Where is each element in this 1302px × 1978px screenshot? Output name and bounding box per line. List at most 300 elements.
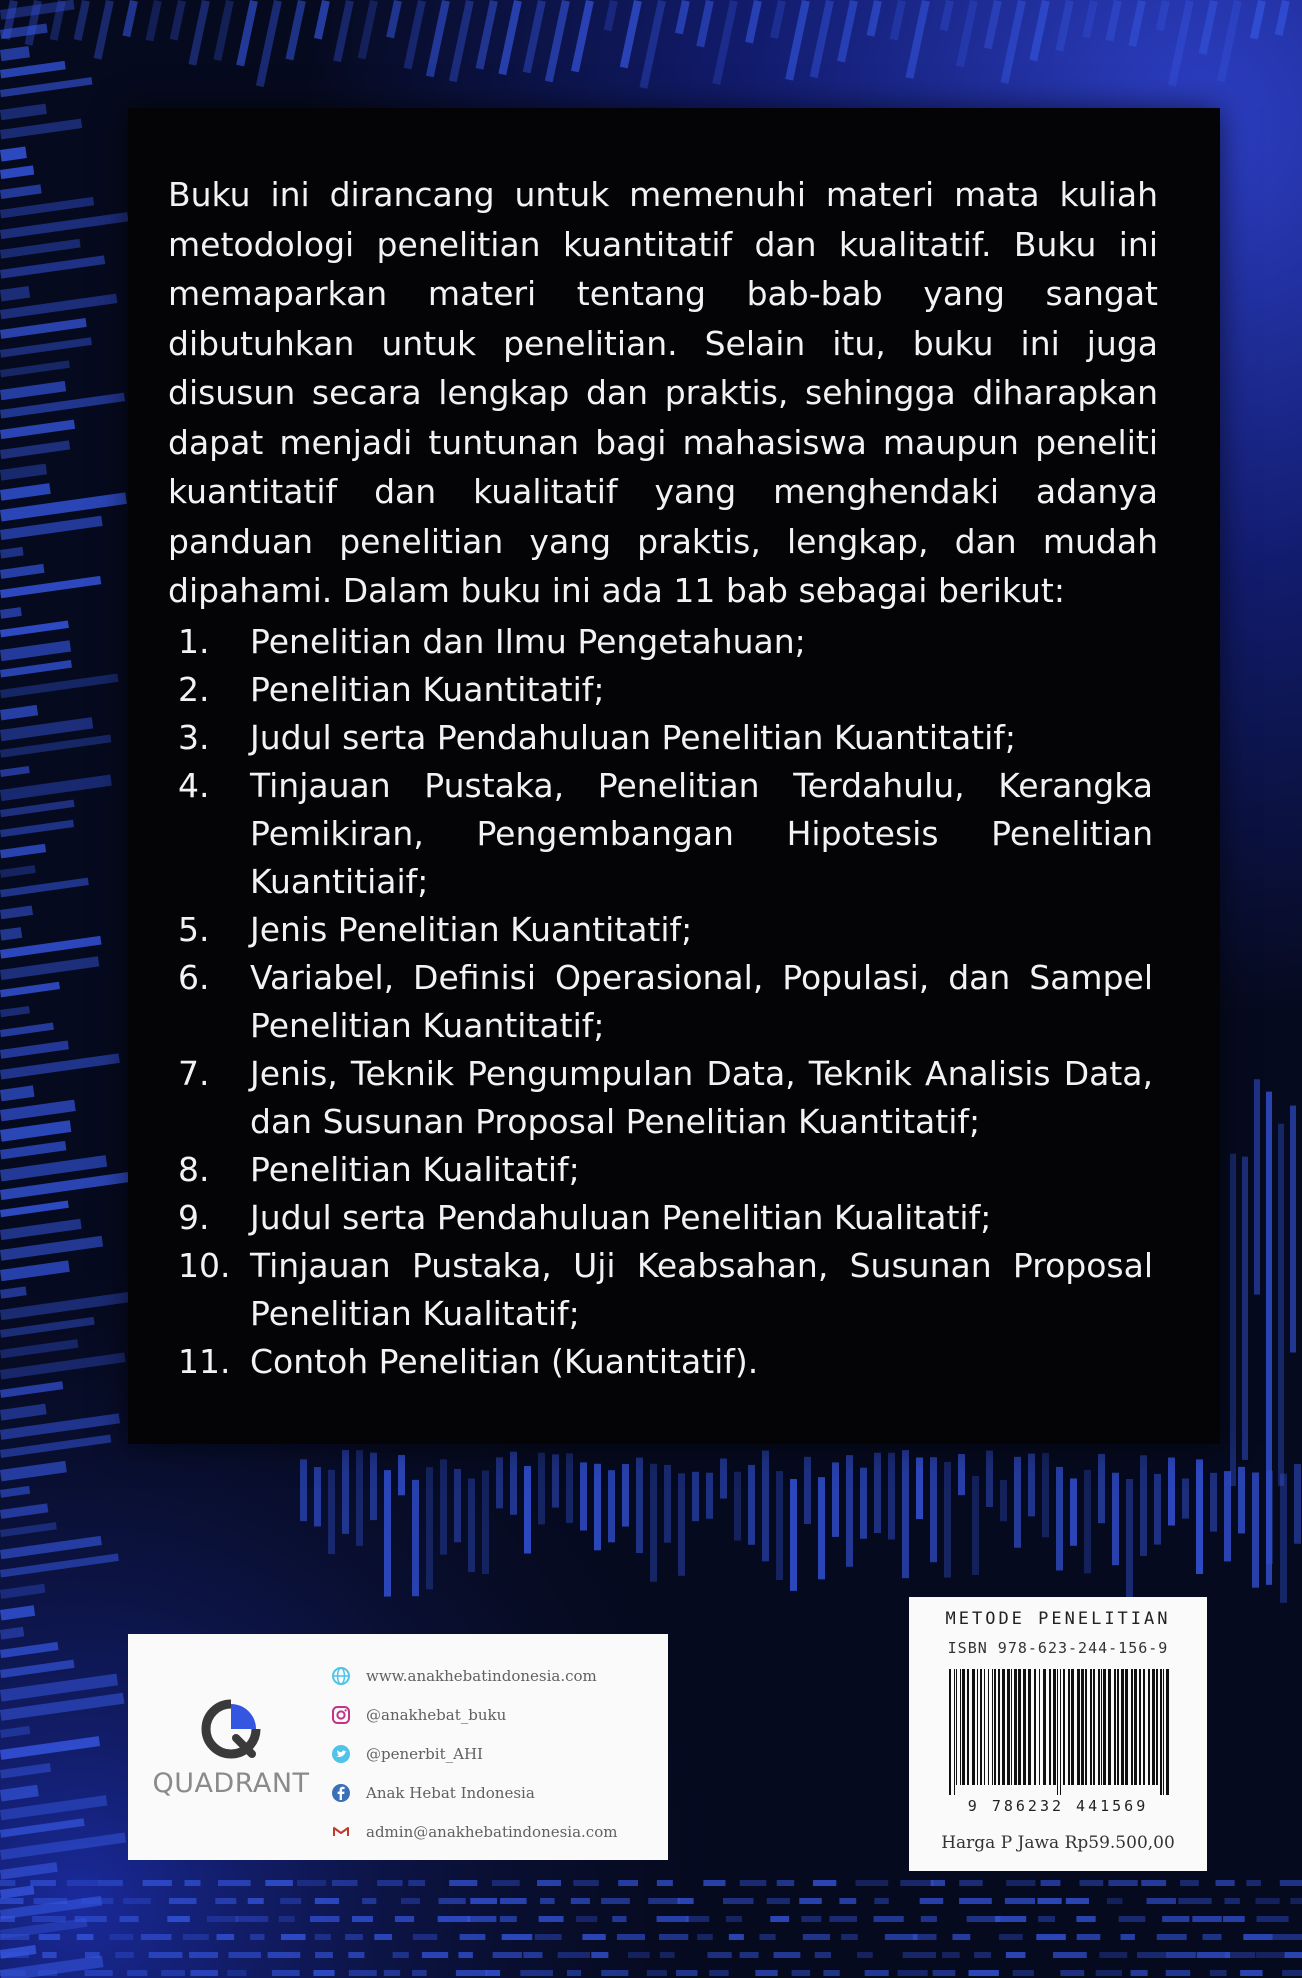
background-stripe bbox=[601, 1898, 630, 1904]
background-stripe bbox=[236, 1916, 269, 1922]
background-stripe bbox=[1252, 1473, 1259, 1588]
background-stripe bbox=[167, 1916, 190, 1922]
background-stripe bbox=[374, 1934, 392, 1940]
background-stripe bbox=[1290, 1898, 1302, 1904]
background-stripe bbox=[370, 1453, 377, 1520]
barcode-bar bbox=[1034, 1669, 1036, 1785]
background-stripe bbox=[310, 1916, 339, 1922]
background-stripe bbox=[900, 1880, 933, 1886]
contact-twitter[interactable] bbox=[330, 1734, 617, 1773]
background-stripe bbox=[1006, 1880, 1035, 1886]
barcode-bar bbox=[1085, 1669, 1087, 1785]
background-stripe bbox=[818, 1477, 825, 1579]
background-stripe bbox=[1242, 1157, 1248, 1460]
barcode-bar bbox=[1148, 1669, 1150, 1785]
barcode-bar bbox=[949, 1669, 951, 1795]
background-stripe bbox=[352, 1916, 373, 1922]
background-stripe bbox=[813, 1880, 836, 1886]
barcode-bar bbox=[988, 1669, 989, 1785]
background-stripe bbox=[500, 1898, 527, 1904]
background-stripe bbox=[377, 1880, 402, 1886]
background-stripe bbox=[1273, 1934, 1302, 1940]
background-stripe bbox=[933, 1970, 956, 1976]
background-stripe bbox=[510, 1452, 517, 1515]
background-stripe bbox=[898, 1970, 928, 1976]
barcode-bar bbox=[1063, 1669, 1065, 1785]
background-stripe bbox=[1137, 1952, 1167, 1958]
background-stripe bbox=[143, 1880, 172, 1886]
background-stripe bbox=[1005, 1898, 1035, 1904]
background-stripe bbox=[502, 1934, 533, 1940]
background-stripe bbox=[190, 1970, 217, 1976]
background-stripe bbox=[412, 1970, 427, 1976]
background-stripe bbox=[524, 1466, 531, 1554]
chapter-number: 7. bbox=[178, 1054, 210, 1093]
book-description: Buku ini dirancang untuk memenuhi materi mata kuliah metodologi penelitian kuantitatif dan kualitatif. Buku ini memaparkan materi tentang bab-bab yang sangat dibutuhkan untuk penelitian. Selain itu, buku ini juga disusun secara lengkap dan praktis, sehingga diharapkan dapat menjadi tuntunan bagi mahasiswa maupun peneliti kuantitatif dan kualitatif yang menghendaki adanya panduan penelitian yang praktis, lengkap, dan mudah dipahami. Dalam buku ini ada 11 bab sebagai berikut: bbox=[168, 175, 1158, 610]
background-stripe bbox=[776, 1471, 783, 1580]
background-stripe bbox=[535, 1934, 562, 1940]
background-stripe bbox=[280, 1898, 301, 1904]
background-stripe bbox=[657, 1880, 673, 1886]
background-stripe bbox=[903, 1952, 936, 1958]
background-stripe bbox=[801, 1916, 821, 1922]
background-stripe bbox=[678, 1898, 694, 1904]
chapter-list bbox=[178, 618, 1153, 1386]
background-stripe bbox=[1000, 1480, 1007, 1521]
background-stripe bbox=[149, 1952, 183, 1958]
publisher-logo bbox=[146, 1698, 316, 1799]
background-stripe bbox=[832, 1462, 839, 1537]
barcode-bar bbox=[1007, 1669, 1010, 1785]
background-stripe bbox=[571, 1898, 590, 1904]
background-stripe bbox=[313, 1970, 334, 1976]
barcode-bar bbox=[1060, 1669, 1061, 1795]
globe-icon bbox=[330, 1665, 352, 1687]
background-stripe bbox=[594, 1464, 601, 1550]
barcode-bar bbox=[1160, 1669, 1162, 1795]
background-stripe bbox=[709, 1970, 728, 1976]
barcode-bar bbox=[1053, 1669, 1056, 1785]
background-stripe bbox=[1076, 1916, 1095, 1922]
background-stripe bbox=[1112, 1473, 1119, 1565]
barcode-bar bbox=[1098, 1669, 1100, 1785]
barcode-bar bbox=[954, 1669, 955, 1795]
background-stripe bbox=[1280, 1474, 1287, 1603]
background-stripe bbox=[189, 1952, 218, 1958]
facebook-icon bbox=[330, 1782, 352, 1804]
background-stripe bbox=[720, 1459, 727, 1499]
background-stripe bbox=[123, 1898, 150, 1904]
barcode-bar bbox=[1081, 1669, 1084, 1785]
background-stripe bbox=[692, 1472, 699, 1521]
background-stripe bbox=[774, 1952, 801, 1958]
background-stripe bbox=[974, 1952, 991, 1958]
chapter-number: 9. bbox=[178, 1198, 210, 1237]
background-stripe bbox=[99, 1880, 123, 1886]
chapter-title: Contoh Penelitian (Kuantitatif). bbox=[250, 1342, 759, 1381]
background-stripe bbox=[395, 1916, 414, 1922]
background-stripe bbox=[1056, 1467, 1063, 1571]
chapter-title: Tinjauan Pustaka, Penelitian Terdahulu, Kerangka Pemikiran, Pengembangan Hipotesis Penelitian Kuantitiaif; bbox=[250, 766, 1153, 901]
background-stripe bbox=[440, 1459, 447, 1554]
background-stripe bbox=[115, 1952, 133, 1958]
background-stripe bbox=[823, 1970, 839, 1976]
background-stripe bbox=[628, 1952, 650, 1958]
background-stripe bbox=[537, 1880, 561, 1886]
background-stripe bbox=[393, 1952, 409, 1958]
background-stripe bbox=[398, 1455, 405, 1495]
background-stripe bbox=[1099, 1952, 1127, 1958]
background-stripe bbox=[401, 1898, 420, 1904]
chapter-number: 1. bbox=[178, 622, 210, 661]
background-stripe bbox=[799, 1898, 822, 1904]
background-stripe bbox=[1238, 1467, 1245, 1534]
background-stripe bbox=[207, 1916, 238, 1922]
chapter-number: 4. bbox=[178, 766, 210, 805]
background-stripe bbox=[1224, 1898, 1239, 1904]
background-stripe bbox=[81, 1898, 113, 1904]
instagram-icon bbox=[330, 1704, 352, 1726]
background-stripe bbox=[1182, 1478, 1189, 1518]
barcode-bar bbox=[1043, 1669, 1046, 1785]
background-stripe bbox=[648, 1898, 680, 1904]
chapter-item bbox=[178, 714, 1153, 762]
background-stripe bbox=[1038, 1898, 1062, 1904]
background-stripe bbox=[33, 1898, 67, 1904]
barcode-bar bbox=[1028, 1669, 1031, 1785]
contact-facebook[interactable] bbox=[330, 1773, 617, 1812]
chapter-item bbox=[178, 1338, 1153, 1386]
background-stripe bbox=[0, 1934, 29, 1940]
background-stripe bbox=[888, 1453, 895, 1540]
background-stripe bbox=[1014, 1457, 1021, 1548]
background-stripe bbox=[1131, 1970, 1148, 1976]
background-stripe bbox=[706, 1473, 713, 1519]
background-stripe bbox=[218, 1880, 251, 1886]
background-stripe bbox=[576, 1916, 597, 1922]
background-stripe bbox=[580, 1462, 587, 1530]
background-stripe bbox=[458, 1952, 472, 1958]
background-stripe bbox=[384, 1970, 400, 1976]
background-stripe bbox=[1256, 1898, 1280, 1904]
background-stripe bbox=[678, 1473, 685, 1575]
background-stripe bbox=[1178, 1898, 1211, 1904]
background-stripe bbox=[161, 1970, 185, 1976]
background-stripe bbox=[767, 1898, 790, 1904]
barcode-bar bbox=[1023, 1669, 1026, 1785]
background-stripe bbox=[930, 1457, 937, 1562]
background-stripe bbox=[567, 1970, 581, 1976]
chapter-title: Judul serta Pendahuluan Penelitian Kuantitatif; bbox=[250, 718, 1017, 757]
background-stripe bbox=[1140, 1455, 1147, 1556]
background-stripe bbox=[228, 1952, 261, 1958]
background-stripe bbox=[902, 1450, 909, 1578]
background-stripe bbox=[1028, 1454, 1035, 1517]
background-stripe bbox=[454, 1469, 461, 1542]
background-stripe bbox=[676, 1970, 697, 1976]
background-stripe bbox=[110, 1934, 134, 1940]
chapter-title: Penelitian Kuantitatif; bbox=[250, 670, 605, 709]
chapter-item bbox=[178, 618, 1153, 666]
chapter-item bbox=[178, 1146, 1153, 1194]
background-stripe bbox=[740, 1880, 766, 1886]
background-stripe bbox=[30, 1880, 56, 1886]
background-stripe bbox=[1278, 1124, 1284, 1486]
background-stripe bbox=[921, 1916, 937, 1922]
background-stripe bbox=[0, 1880, 15, 1886]
barcode-bar bbox=[1039, 1669, 1040, 1785]
background-stripe bbox=[217, 1934, 235, 1940]
background-stripe bbox=[1256, 1916, 1288, 1922]
chapter-number: 6. bbox=[178, 958, 210, 997]
background-stripe bbox=[617, 1934, 645, 1940]
contact-text: @penerbit_AHI bbox=[366, 1744, 483, 1763]
twitter-icon bbox=[330, 1743, 352, 1765]
background-stripe bbox=[1266, 1471, 1273, 1565]
barcode-bar bbox=[1125, 1669, 1128, 1785]
background-stripe bbox=[384, 1470, 391, 1596]
chapter-title: Jenis Penelitian Kuantitatif; bbox=[250, 910, 693, 949]
background-stripe bbox=[999, 1934, 1023, 1940]
background-stripe bbox=[540, 1898, 555, 1904]
background-stripe bbox=[601, 1970, 628, 1976]
barcode-bar bbox=[1131, 1669, 1133, 1785]
chapter-title: Jenis, Teknik Pengumpulan Data, Teknik Analisis Data, dan Susunan Proposal Penelitian Kuantitatif; bbox=[250, 1054, 1153, 1141]
background-stripe bbox=[1192, 1916, 1221, 1922]
background-stripe bbox=[1216, 1880, 1235, 1886]
background-stripe bbox=[995, 1916, 1026, 1922]
background-stripe bbox=[348, 1952, 364, 1958]
barcode-bar bbox=[972, 1669, 975, 1785]
barcode-bar bbox=[1134, 1669, 1137, 1785]
chapter-title: Variabel, Definisi Operasional, Populasi, dan Sampel Penelitian Kuantitatif; bbox=[250, 958, 1153, 1045]
background-stripe bbox=[332, 1880, 358, 1886]
barcode-bar bbox=[984, 1669, 985, 1785]
background-stripe bbox=[345, 1934, 363, 1940]
background-stripe bbox=[408, 1880, 425, 1886]
background-stripe bbox=[790, 1479, 797, 1591]
chapter-item bbox=[178, 954, 1153, 1050]
background-stripe bbox=[959, 1880, 982, 1886]
isbn-barcode-label bbox=[909, 1597, 1207, 1871]
background-stripe bbox=[426, 1467, 433, 1589]
background-stripe bbox=[77, 1934, 94, 1940]
background-stripe bbox=[829, 1916, 857, 1922]
background-stripe bbox=[865, 1970, 889, 1976]
background-stripe bbox=[952, 1934, 970, 1940]
background-stripe bbox=[1119, 1916, 1146, 1922]
barcode-bar bbox=[1002, 1669, 1005, 1785]
barcode-bar bbox=[1090, 1669, 1092, 1785]
background-stripe bbox=[1108, 1880, 1137, 1886]
background-stripe bbox=[1079, 1880, 1103, 1886]
background-stripe bbox=[1084, 1470, 1091, 1573]
background-stripe bbox=[265, 1880, 293, 1886]
background-stripe bbox=[874, 1898, 888, 1904]
barcode-bar bbox=[980, 1669, 982, 1785]
barcode-bar bbox=[1093, 1669, 1095, 1785]
background-stripe bbox=[362, 1898, 376, 1904]
background-stripe bbox=[972, 1476, 979, 1575]
background-stripe bbox=[250, 1934, 264, 1940]
barcode-bar bbox=[967, 1669, 969, 1785]
background-stripe bbox=[1042, 1453, 1049, 1538]
background-stripe bbox=[759, 1934, 775, 1940]
barcode-bar bbox=[977, 1669, 978, 1785]
background-stripe bbox=[612, 1916, 626, 1922]
background-stripe bbox=[1230, 1154, 1236, 1486]
chapter-number: 8. bbox=[178, 1150, 210, 1189]
background-stripe bbox=[959, 1898, 992, 1904]
background-stripe bbox=[636, 1458, 643, 1553]
background-stripe bbox=[874, 1916, 904, 1922]
chapter-item bbox=[178, 1050, 1153, 1146]
publisher-name: QUADRANT bbox=[152, 1768, 310, 1799]
contact-text: Anak Hebat Indonesia bbox=[366, 1783, 535, 1802]
background-stripe bbox=[1224, 1471, 1231, 1561]
background-stripe bbox=[723, 1898, 753, 1904]
background-stripe bbox=[803, 1934, 830, 1940]
background-stripe bbox=[660, 1952, 675, 1958]
contact-text: www.anakhebatindonesia.com bbox=[366, 1666, 597, 1685]
chapter-item bbox=[178, 762, 1153, 906]
background-stripe bbox=[566, 1453, 573, 1523]
chapter-item bbox=[178, 1194, 1153, 1242]
background-stripe bbox=[492, 1880, 520, 1886]
background-stripe bbox=[885, 1934, 918, 1940]
background-stripe bbox=[1096, 1970, 1122, 1976]
background-stripe bbox=[608, 1470, 615, 1542]
background-stripe bbox=[127, 1970, 147, 1976]
contact-email[interactable] bbox=[330, 1812, 617, 1851]
background-stripe bbox=[0, 1952, 29, 1958]
background-stripe bbox=[0, 1916, 15, 1922]
background-stripe bbox=[1162, 1916, 1189, 1922]
background-stripe bbox=[496, 1457, 503, 1508]
background-stripe bbox=[342, 1450, 349, 1534]
background-stripe bbox=[85, 1970, 113, 1976]
background-stripe bbox=[538, 1453, 545, 1525]
background-stripe bbox=[1210, 1473, 1217, 1532]
background-stripe bbox=[958, 1454, 965, 1495]
quadrant-logo-icon bbox=[200, 1698, 262, 1760]
background-stripe bbox=[297, 1880, 326, 1886]
background-stripe bbox=[1285, 1952, 1302, 1958]
background-stripe bbox=[314, 1467, 321, 1526]
background-stripe bbox=[647, 1970, 667, 1976]
background-stripe bbox=[413, 1934, 437, 1940]
chapter-title: Penelitian Kualitatif; bbox=[250, 1150, 580, 1189]
background-stripe bbox=[931, 1880, 945, 1886]
background-stripe bbox=[841, 1934, 858, 1940]
background-stripe bbox=[0, 1970, 26, 1976]
barcode-bar bbox=[1011, 1669, 1012, 1785]
background-stripe bbox=[349, 1970, 377, 1976]
background-stripe bbox=[664, 1465, 671, 1543]
background-stripe bbox=[1282, 1970, 1302, 1976]
barcode-bar bbox=[1143, 1669, 1145, 1785]
background-stripe bbox=[183, 1934, 209, 1940]
chapter-number: 10. bbox=[178, 1246, 231, 1285]
barcode-bar bbox=[994, 1669, 996, 1785]
contact-list bbox=[330, 1656, 617, 1851]
background-stripe bbox=[523, 1952, 542, 1958]
contact-instagram[interactable] bbox=[330, 1695, 617, 1734]
background-stripe bbox=[315, 1934, 331, 1940]
background-stripe bbox=[1147, 1898, 1176, 1904]
background-stripe bbox=[1225, 1952, 1256, 1958]
background-stripe bbox=[916, 1457, 923, 1519]
chapter-number: 3. bbox=[178, 718, 210, 757]
background-stripe bbox=[986, 1451, 993, 1507]
background-stripe bbox=[39, 1934, 60, 1940]
background-stripe bbox=[268, 1952, 301, 1958]
background-stripe bbox=[622, 1464, 629, 1527]
background-stripe bbox=[1166, 1952, 1195, 1958]
background-stripe bbox=[657, 1916, 689, 1922]
barcode-bar bbox=[998, 1669, 1000, 1785]
background-stripe bbox=[456, 1970, 487, 1976]
background-stripe bbox=[1060, 1970, 1084, 1976]
background-stripe bbox=[248, 1898, 264, 1904]
background-stripe bbox=[815, 1952, 831, 1958]
background-stripe bbox=[1006, 1952, 1026, 1958]
background-stripe bbox=[729, 1934, 744, 1940]
background-stripe bbox=[42, 1952, 56, 1958]
background-stripe bbox=[1121, 1934, 1135, 1940]
barcode-bar bbox=[992, 1669, 993, 1785]
background-stripe bbox=[184, 1880, 200, 1886]
background-stripe bbox=[1077, 1934, 1101, 1940]
background-stripe bbox=[920, 1898, 944, 1904]
background-stripe bbox=[1290, 1106, 1296, 1353]
background-stripe bbox=[32, 1916, 66, 1922]
background-stripe bbox=[493, 1952, 522, 1958]
background-stripe bbox=[422, 1952, 448, 1958]
background-stripe bbox=[1036, 1934, 1065, 1940]
chapter-item bbox=[178, 666, 1153, 714]
background-stripe bbox=[300, 1459, 307, 1521]
contact-website[interactable] bbox=[330, 1656, 617, 1695]
barcode-bar bbox=[1014, 1669, 1017, 1785]
background-stripe bbox=[315, 1898, 339, 1904]
background-stripe bbox=[1280, 1880, 1302, 1886]
background-stripe bbox=[227, 1970, 246, 1976]
background-stripe bbox=[500, 1916, 517, 1922]
background-stripe bbox=[439, 1898, 466, 1904]
background-stripe bbox=[1066, 1898, 1089, 1904]
barcode-digits: 9 786232 441569 bbox=[967, 1797, 1149, 1815]
background-stripe bbox=[1243, 1934, 1273, 1940]
background-stripe bbox=[1196, 1459, 1203, 1574]
background-stripe bbox=[356, 1450, 363, 1546]
barcode-bars bbox=[947, 1669, 1169, 1795]
background-stripe bbox=[470, 1898, 497, 1904]
background-stripe bbox=[539, 1916, 564, 1922]
background-stripe bbox=[860, 1468, 867, 1539]
background-stripe bbox=[486, 1970, 500, 1976]
background-stripe bbox=[1203, 1934, 1222, 1940]
background-stripe bbox=[1141, 1880, 1166, 1886]
background-stripe bbox=[703, 1880, 725, 1886]
background-stripe bbox=[707, 1952, 731, 1958]
background-stripe bbox=[650, 1464, 657, 1582]
barcode-bar bbox=[1117, 1669, 1119, 1785]
background-stripe bbox=[857, 1952, 873, 1958]
background-stripe bbox=[328, 1470, 335, 1554]
background-stripe bbox=[169, 1898, 197, 1904]
background-stripe bbox=[573, 1880, 598, 1886]
